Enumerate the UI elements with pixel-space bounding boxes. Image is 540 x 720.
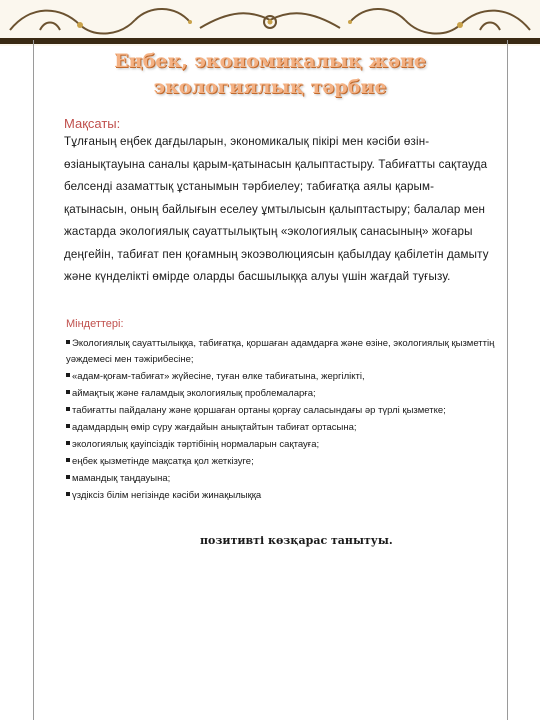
right-border-line xyxy=(507,40,508,720)
illustration xyxy=(34,530,507,720)
list-item: мамандық таңдауына; xyxy=(66,471,498,487)
bullet-icon xyxy=(66,441,70,445)
ornament-header xyxy=(0,0,540,46)
bullet-icon xyxy=(66,424,70,428)
list-item: табиғатты пайдалану және қоршаған ортаны қорғау саласындағы әр түрлі қызметке; xyxy=(66,403,498,419)
list-item: Экологиялық сауаттылыққа, табиғатқа, қоршаған адамдарға және өзіне, экологиялық қызметтің уәждемесі мен тәжірибесіне; xyxy=(66,338,495,365)
tasks-closing-text: позитивті көзқарас танытуы. xyxy=(200,534,393,547)
list-item: үздіксіз білім негізінде кәсіби жинақылыққа xyxy=(66,488,498,504)
tasks-box xyxy=(58,316,504,550)
bullet-icon xyxy=(66,475,70,479)
bullet-icon xyxy=(66,373,70,377)
list-item: «адам-қоғам-табиғат» жүйесіне, туған өлке табиғатына, жергілікті, xyxy=(66,369,498,385)
list-item: аймақтық және ғаламдық экологиялық проблемаларға; xyxy=(66,386,498,402)
bullet-icon xyxy=(66,492,70,496)
goal-text: Тұлғаның еңбек дағдыларын, экономикалық пікірі мен кәсіби өзін-өзіанықтауына саналы қарым-қатынасын қалыптастыру. Табиғатты сақтауда белсенді азаматтық ұстанымын тәрбиелеу; табиғатқа аялы қарым-қатынасын, оның байлығын еселеу ұмтылысын қалыптастыру; балалар мен жастарда экологиялық сауаттылықтың «экологиялық санасының» жоғары деңгейін, табиғат пен қоғамның экоэволюциясын қабылдау қабілетін дамыту және күнделікті өмірде оларды басшылыққа алуы үшін жағдай туғызу. xyxy=(64,135,489,283)
page-title xyxy=(40,48,500,100)
bullet-icon xyxy=(66,390,70,394)
task-list xyxy=(66,336,498,505)
list-item: еңбек қызметінде мақсатқа қол жеткізуге; xyxy=(66,454,498,470)
list-item: экологиялық қауіпсіздік тәртібінің нормаларын сақтауға; xyxy=(66,437,498,453)
bullet-icon xyxy=(66,458,70,462)
title-line-1: Еңбек, экономикалық және xyxy=(114,50,426,72)
title-line-2: экологиялық тәрбие xyxy=(153,76,387,98)
bullet-icon xyxy=(66,340,70,344)
goal-heading: Мақсаты: xyxy=(64,116,121,131)
list-item: адамдардың өмір сүру жағдайын анықтайтын табиғат ортасына; xyxy=(66,420,498,436)
tasks-heading: Міндеттері: xyxy=(66,318,124,330)
bullet-icon xyxy=(66,407,70,411)
